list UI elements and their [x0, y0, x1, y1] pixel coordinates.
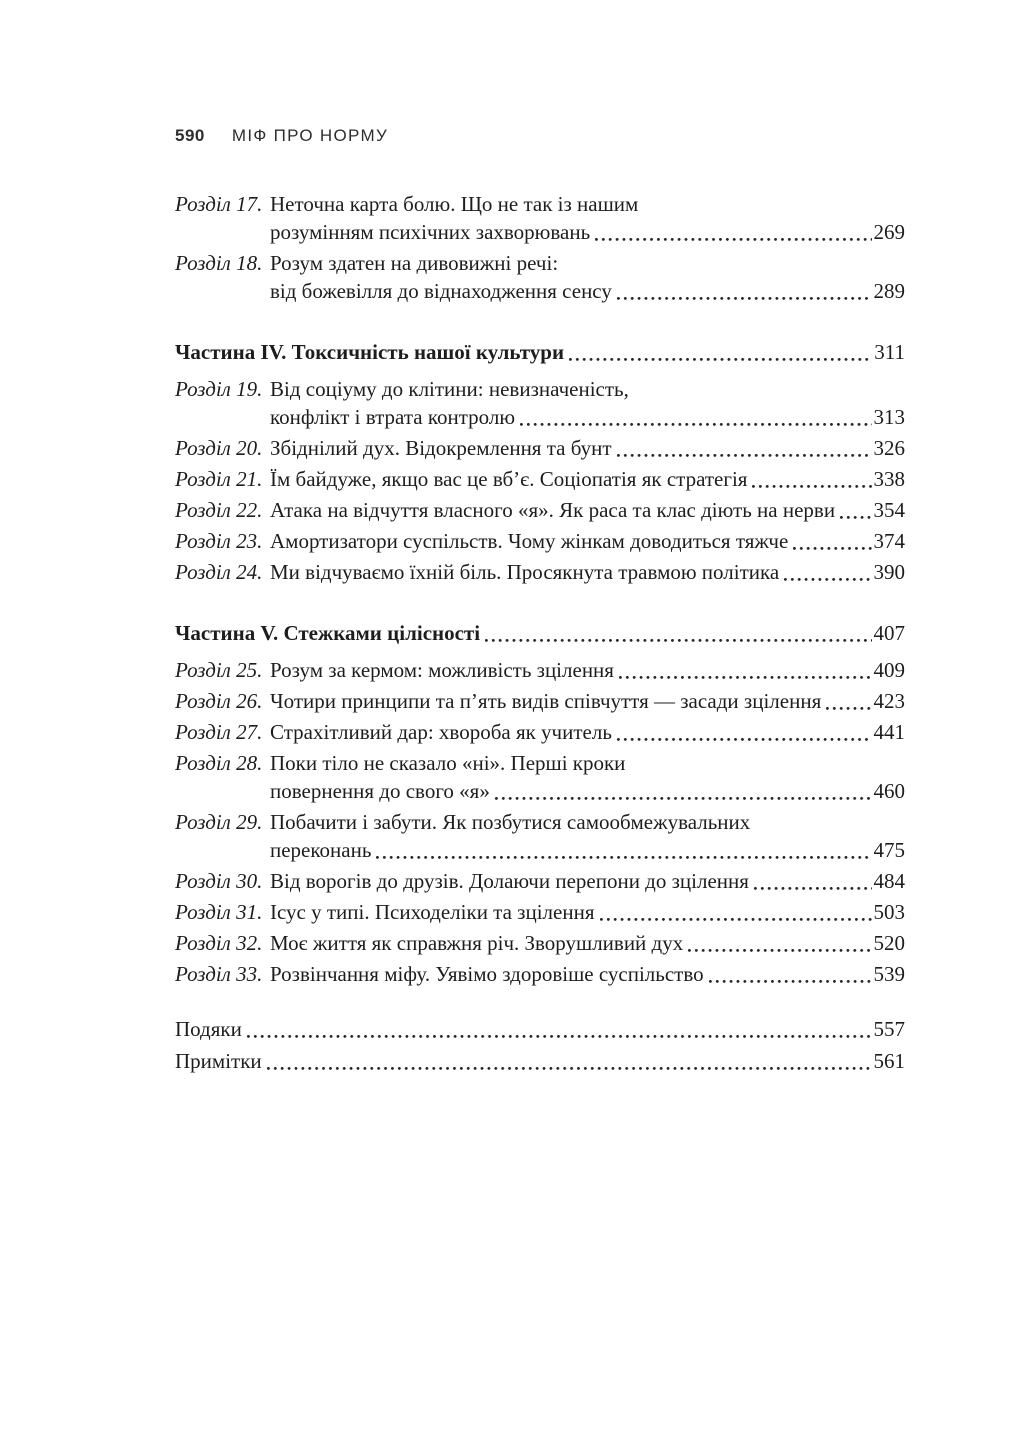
- toc-entry: [175, 749, 905, 805]
- chapter-label: Розділ 25.: [175, 658, 263, 682]
- page-ref: 557: [873, 1017, 905, 1041]
- folio-page-number: 590: [175, 126, 205, 145]
- page-ref: 390: [873, 560, 905, 584]
- table-of-contents: [175, 190, 905, 1075]
- toc-entry: [175, 898, 905, 926]
- chapter-title-text: Їм байдуже, якщо вас це вб’є. Соціопатія як стратегія: [270, 467, 748, 491]
- page-ref: 441: [873, 720, 905, 744]
- chapter-label: Розділ 21.: [175, 467, 263, 491]
- page-ref: 374: [873, 529, 905, 553]
- chapter-title-text: Чотири принципи та п’ять видів співчуття — засади зцілення: [270, 689, 822, 713]
- chapter-label: Розділ 28.: [175, 751, 263, 775]
- chapter-label: Розділ 23.: [175, 529, 263, 553]
- chapter-label: Розділ 32.: [175, 931, 263, 955]
- chapter-label: Розділ 26.: [175, 689, 263, 713]
- chapter-title-line: [270, 403, 905, 431]
- dot-leader: [595, 898, 874, 926]
- toc-entry: [175, 808, 905, 864]
- dot-leader: [480, 619, 873, 647]
- page-ref: 409: [873, 658, 905, 682]
- dot-leader: [788, 527, 873, 555]
- chapter-title-text: Від соціуму до клітини: невизначеність,: [270, 377, 629, 401]
- toc-entry: [175, 687, 905, 715]
- toc-entry: [175, 527, 905, 555]
- chapter-title-text: від божевілля до віднаходження сенсу: [270, 279, 612, 303]
- page-ref: 475: [873, 838, 905, 862]
- page-ref: 313: [873, 405, 905, 429]
- chapter-title-line: [270, 960, 905, 988]
- dot-leader: [590, 218, 873, 246]
- page-ref: 520: [873, 931, 905, 955]
- dot-leader: [749, 867, 874, 895]
- chapter-title-text: повернення до свого «я»: [270, 779, 490, 803]
- chapter-title-text: Розвінчання міфу. Уявімо здоровіше суспільство: [270, 962, 704, 986]
- chapter-title-line: [270, 249, 905, 277]
- chapter-title-text: переконань: [270, 838, 372, 862]
- toc-entry-line: [175, 1047, 905, 1075]
- chapter-entry-body: [270, 527, 905, 555]
- chapter-title-text: Ісус у типі. Психоделіки та зцілення: [270, 900, 595, 924]
- page-ref: 354: [873, 498, 905, 522]
- chapter-title-line: [270, 808, 905, 836]
- chapter-title-text: Ми відчуваємо їхній біль. Просякнута травмою політика: [270, 560, 780, 584]
- chapter-title-line: [270, 496, 905, 524]
- chapter-title-line: [270, 465, 905, 493]
- chapter-title-line: [270, 898, 905, 926]
- chapter-title-text: Збіднілий дух. Відокремлення та бунт: [270, 436, 612, 460]
- chapter-label: Розділ 19.: [175, 377, 263, 401]
- chapter-title-text: Страхітливий дар: хвороба як учитель: [270, 720, 612, 744]
- page-ref: 503: [873, 900, 905, 924]
- chapter-title-text: Амортизатори суспільств. Чому жінкам доводиться тяжче: [270, 529, 789, 553]
- chapter-title-line: [270, 836, 905, 864]
- dot-leader: [704, 960, 874, 988]
- toc-part-heading: [175, 619, 905, 647]
- page-ref: 460: [873, 779, 905, 803]
- toc-entry: [175, 249, 905, 305]
- toc-section: [175, 619, 905, 988]
- chapter-title-text: Поки тіло не сказало «ні». Перші кроки: [270, 751, 626, 775]
- page-ref: 423: [873, 689, 905, 713]
- dot-leader: [515, 403, 873, 431]
- chapter-label: Розділ 33.: [175, 962, 263, 986]
- chapter-title-line: [270, 527, 905, 555]
- dot-leader: [747, 465, 873, 493]
- running-title: МІФ ПРО НОРМУ: [231, 126, 389, 145]
- chapter-title-line: [270, 277, 905, 305]
- chapter-label: Розділ 29.: [175, 810, 263, 834]
- dot-leader: [835, 496, 873, 524]
- chapter-title-line: [270, 375, 905, 403]
- chapter-label: Розділ 27.: [175, 720, 263, 744]
- chapter-title-text: конфлікт і втрата контролю: [270, 405, 516, 429]
- chapter-label: Розділ 24.: [175, 560, 263, 584]
- toc-part-heading-text: Частина IV. Токсичність нашої культури: [175, 340, 565, 364]
- dot-leader: [262, 1047, 874, 1075]
- toc-entry: [175, 867, 905, 895]
- dot-leader: [683, 929, 873, 957]
- dot-leader: [371, 836, 873, 864]
- chapter-entry-body: [270, 898, 905, 926]
- chapter-entry-body: [270, 718, 905, 746]
- chapter-entry-body: [270, 375, 905, 431]
- toc-entry: [175, 375, 905, 431]
- page-ref: 561: [873, 1049, 905, 1073]
- toc-entry: [175, 558, 905, 586]
- toc-entry-text: Примітки: [175, 1049, 262, 1073]
- chapter-entry-body: [270, 749, 905, 805]
- chapter-title-line: [270, 218, 905, 246]
- page-ref: 269: [873, 220, 905, 244]
- toc-part-heading-line: [175, 619, 905, 647]
- chapter-title-line: [270, 558, 905, 586]
- page-ref: 311: [874, 340, 905, 364]
- chapter-title-line: [270, 867, 905, 895]
- toc-entry: [175, 190, 905, 246]
- chapter-label: Розділ 17.: [175, 192, 263, 216]
- chapter-entry-body: [270, 808, 905, 864]
- dot-leader: [821, 687, 873, 715]
- chapter-label: Розділ 22.: [175, 498, 263, 522]
- toc-entry: [175, 960, 905, 988]
- chapter-title-text: Розум за кермом: можливість зцілення: [270, 658, 614, 682]
- toc-entry: [175, 656, 905, 684]
- dot-leader: [612, 277, 874, 305]
- page-ref: 407: [873, 621, 905, 645]
- chapter-title-text: Неточна карта болю. Що не так із нашим: [270, 192, 639, 216]
- dot-leader: [242, 1015, 874, 1043]
- chapter-title-line: [270, 749, 905, 777]
- toc-entry: [175, 1015, 905, 1043]
- toc-entry: [175, 929, 905, 957]
- page-ref: 484: [873, 869, 905, 893]
- chapter-label: Розділ 18.: [175, 251, 263, 275]
- chapter-entry-body: [270, 190, 905, 246]
- page-header: [175, 126, 905, 146]
- page-ref: 326: [873, 436, 905, 460]
- dot-leader: [564, 338, 874, 366]
- chapter-entry-body: [270, 465, 905, 493]
- toc-section: [175, 1015, 905, 1075]
- chapter-label: Розділ 31.: [175, 900, 263, 924]
- chapter-entry-body: [270, 929, 905, 957]
- toc-entry-text: Подяки: [175, 1017, 242, 1041]
- chapter-title-text: Розум здатен на дивовижні речі:: [270, 251, 559, 275]
- chapter-entry-body: [270, 687, 905, 715]
- dot-leader: [612, 718, 874, 746]
- toc-section: [175, 190, 905, 305]
- chapter-entry-body: [270, 434, 905, 462]
- chapter-entry-body: [270, 960, 905, 988]
- chapter-entry-body: [270, 496, 905, 524]
- dot-leader: [612, 434, 874, 462]
- toc-section: [175, 338, 905, 586]
- chapter-label: Розділ 20.: [175, 436, 263, 460]
- toc-entry-line: [175, 1015, 905, 1043]
- chapter-title-line: [270, 656, 905, 684]
- dot-leader: [490, 777, 874, 805]
- page-ref: 338: [873, 467, 905, 491]
- chapter-label: Розділ 30.: [175, 869, 263, 893]
- toc-entry: [175, 434, 905, 462]
- chapter-title-line: [270, 777, 905, 805]
- chapter-entry-body: [270, 867, 905, 895]
- toc-part-heading: [175, 338, 905, 366]
- chapter-title-line: [270, 929, 905, 957]
- chapter-title-text: Побачити і забути. Як позбутися самообмежувальних: [270, 810, 751, 834]
- dot-leader: [614, 656, 874, 684]
- chapter-title-text: Моє життя як справжня річ. Зворушливий дух: [270, 931, 684, 955]
- toc-part-heading-text: Частина V. Стежками цілісності: [175, 621, 481, 645]
- chapter-title-line: [270, 190, 905, 218]
- page-ref: 539: [873, 962, 905, 986]
- dot-leader: [779, 558, 873, 586]
- chapter-title-text: Від ворогів до друзів. Долаючи перепони до зцілення: [270, 869, 749, 893]
- chapter-entry-body: [270, 558, 905, 586]
- chapter-title-text: Атака на відчуття власного «я». Як раса та клас діють на нерви: [270, 498, 836, 522]
- toc-entry: [175, 496, 905, 524]
- chapter-title-text: розумінням психічних захворювань: [270, 220, 591, 244]
- chapter-title-line: [270, 434, 905, 462]
- toc-part-heading-line: [175, 338, 905, 366]
- page-ref: 289: [873, 279, 905, 303]
- toc-entry: [175, 1047, 905, 1075]
- chapter-title-line: [270, 718, 905, 746]
- chapter-entry-body: [270, 656, 905, 684]
- toc-entry: [175, 465, 905, 493]
- toc-entry: [175, 718, 905, 746]
- chapter-title-line: [270, 687, 905, 715]
- chapter-entry-body: [270, 249, 905, 305]
